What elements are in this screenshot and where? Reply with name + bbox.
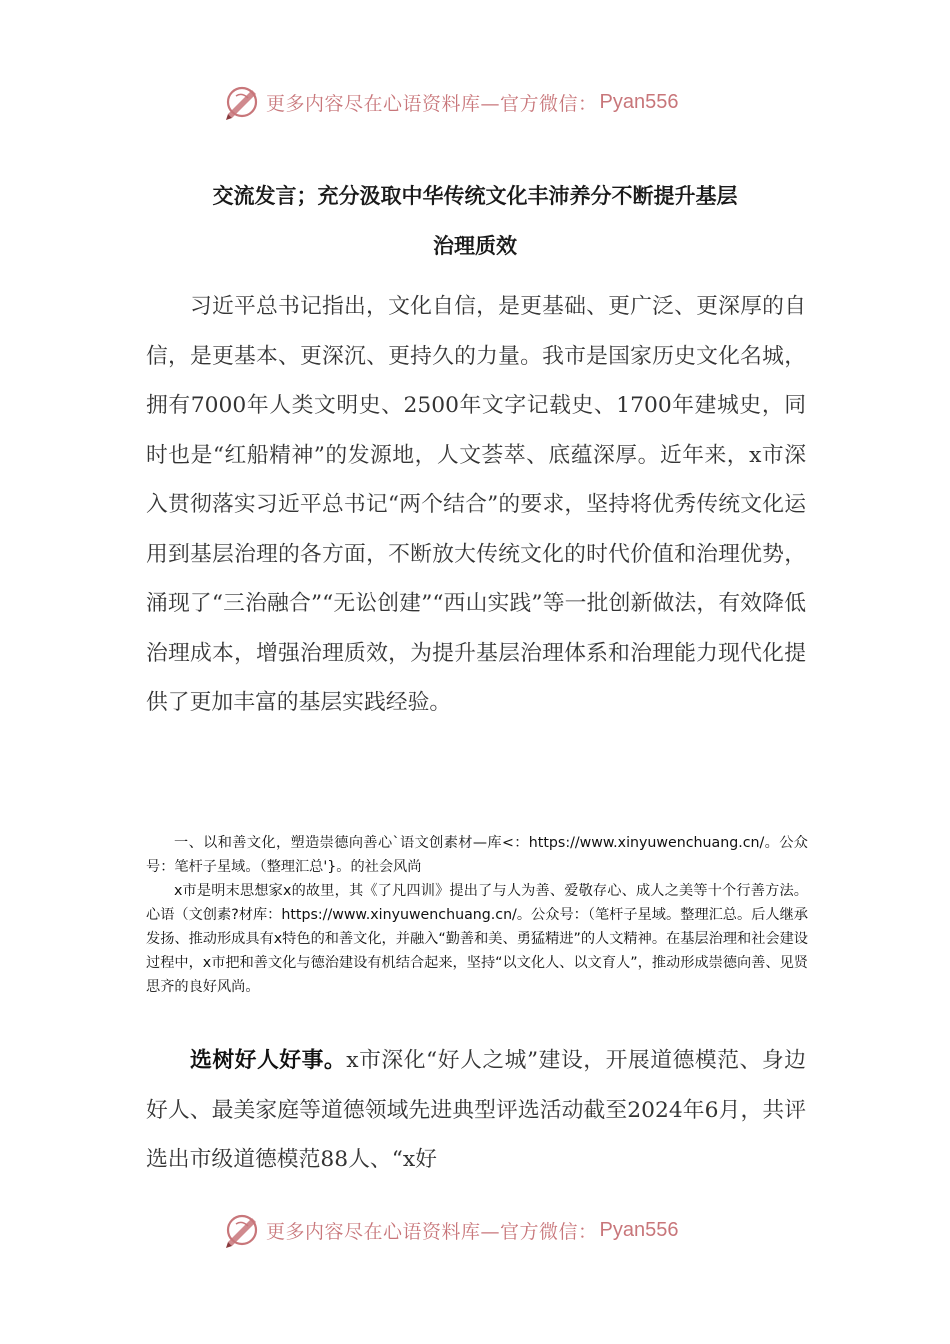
watermark-wechat-id: Pyan556 [599,90,679,113]
watermark-text: 更多内容尽在心语资料库—官方微信： [266,92,598,115]
pen-logo-icon [222,1210,262,1250]
section-2-paragraph [146,1036,806,1185]
intro-paragraph: 习近平总书记指出，文化自信，是更基础、更广泛、更深厚的自信，是更基本、更深沉、更持久的力量。我市是国家历史文化名城，拥有7000年人类文明史、2500年文字记载史、1700年建城史，同时也是“红船精神”的发源地，人文荟萃、底蕴深厚。近年来，x市深入贯彻落实习近平总书记“两个结合”的要求，坚持将优秀传统文化运用到基层治理的各方面，不断放大传统文化的时代价值和治理优势，涌现了“三治融合”“无讼创建”“西山实践”等一批创新做法，有效降低治理成本，增强治理质效，为提升基层治理体系和治理能力现代化提供了更加丰富的基层实践经验。 [146,294,806,715]
watermark-wechat-id: Pyan556 [599,1218,679,1241]
section-1-body: x市是明末思想家x的故里，其《了凡四训》提出了与人为善、爱敬存心、成人之美等十个行善方法。心语（文创素?材库：https://www.xinyuwenchuang.cn/。公众号：（笔杆子星域。整理汇总。后人继承发扬、推动形成具有x特色的和善文化，并融入“勤善和美、勇猛精进”的人文精神。在基层治理和社会建设过程中，x市把和善文化与德治建设有机结合起来，坚持“以文化人、以文育人”，推动形成崇德向善、见贤思齐的良好风尚。 [146,883,808,995]
watermark-banner-top [0,80,950,124]
watermark-banner-bottom [0,1208,950,1252]
section-2-lead: 选树好人好事。 [190,1048,347,1073]
document-title-line-1: 交流发言；充分汲取中华传统文化丰沛养分不断提升基层 [212,184,738,208]
pen-logo-icon [222,82,262,122]
watermark-text: 更多内容尽在心语资料库—官方微信： [266,1220,598,1243]
section-1-heading: 一、以和善文化，塑造崇德向善心`语文创素材—库<：https://www.xinyuwenchuang.cn/。公众号：笔杆子星域。（整理汇总'}。的社会风尚 [146,835,808,875]
section-2-body: x市深化“好人之城”建设，开展道德模范、身边好人、最美家庭等道德领域先进典型评选活动截至2024年6月，共评选出市级道德模范88人、“x好 [146,1048,806,1172]
document-title-line-2: 治理质效 [433,234,517,258]
